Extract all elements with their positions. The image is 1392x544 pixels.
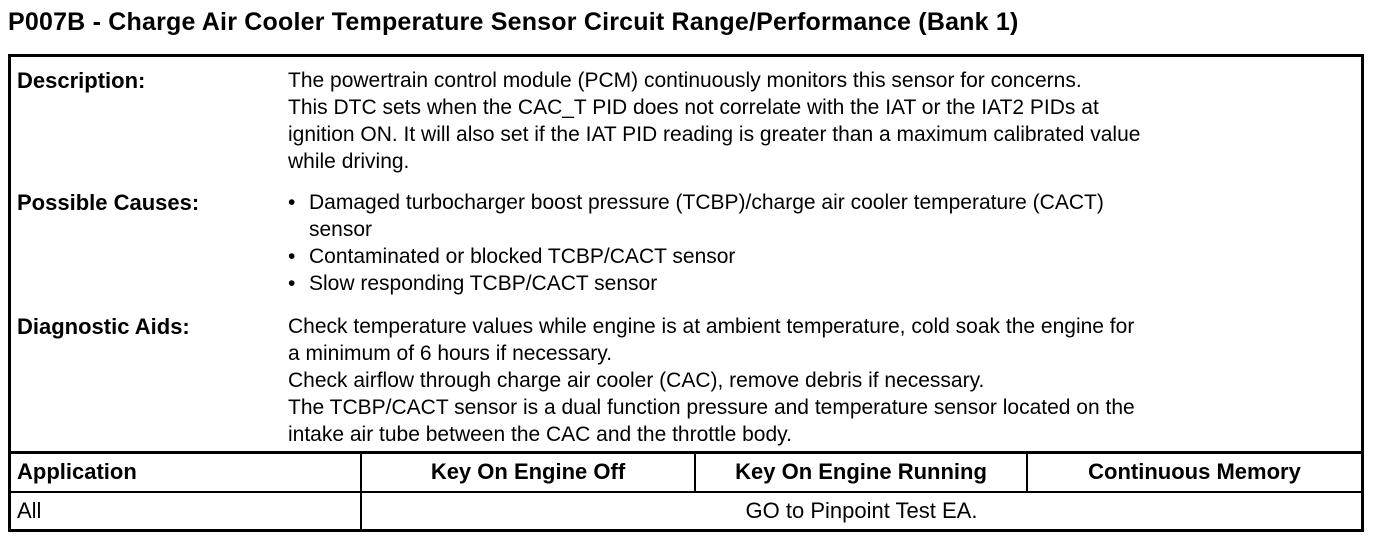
header-key-on-engine-off: Key On Engine Off	[361, 453, 695, 492]
possible-causes-label: Possible Causes:	[17, 190, 200, 215]
description-label: Description:	[17, 68, 146, 93]
cause-text: Contaminated or blocked TCBP/CACT sensor	[309, 245, 736, 268]
cause-list-item	[288, 189, 1356, 243]
table-header-row	[11, 453, 1361, 492]
cause-list-item	[288, 270, 1356, 297]
diagnostic-aids-line: Check temperature values while engine is at ambient temperature, cold soak the engine for	[288, 315, 1135, 338]
diagnostic-aids-line: The TCBP/CACT sensor is a dual function pressure and temperature sensor located on the	[288, 396, 1135, 419]
diagnostic-aids-line: a minimum of 6 hours if necessary.	[288, 342, 613, 365]
diagnostic-aids-line: Check airflow through charge air cooler (CAC), remove debris if necessary.	[288, 369, 985, 392]
description-text	[288, 67, 1356, 175]
bullet-icon: •	[288, 245, 296, 268]
description-line: ignition ON. It will also set if the IAT PID reading is greater than a maximum calibrated value	[288, 123, 1141, 146]
bullet-icon: •	[288, 272, 296, 295]
description-line: The powertrain control module (PCM) continuously monitors this sensor for concerns.	[288, 69, 1082, 92]
cause-text: Damaged turbocharger boost pressure (TCBP)/charge air cooler temperature (CACT)	[309, 191, 1104, 214]
cause-list-item	[288, 243, 1356, 270]
table-row	[11, 492, 1361, 530]
dtc-info-box	[8, 54, 1364, 532]
application-table	[11, 451, 1361, 529]
diagnostic-aids-text	[288, 313, 1356, 448]
application-cell: All	[11, 492, 361, 530]
diagnostic-aids-line: intake air tube between the CAC and the throttle body.	[288, 423, 792, 446]
header-key-on-engine-running: Key On Engine Running	[695, 453, 1027, 492]
bullet-icon: •	[288, 191, 296, 214]
pinpoint-test-cell: GO to Pinpoint Test EA.	[361, 492, 1361, 530]
diagnostic-aids-label: Diagnostic Aids:	[17, 314, 190, 339]
possible-causes-list	[288, 189, 1356, 297]
page-title: P007B - Charge Air Cooler Temperature Sensor Circuit Range/Performance (Bank 1)	[8, 8, 1019, 36]
cause-text: sensor	[309, 218, 373, 241]
description-line: This DTC sets when the CAC_T PID does not correlate with the IAT or the IAT2 PIDs at	[288, 96, 1099, 119]
cause-text: Slow responding TCBP/CACT sensor	[309, 272, 658, 295]
header-continuous-memory: Continuous Memory	[1027, 453, 1361, 492]
description-line: while driving.	[288, 150, 410, 173]
header-application: Application	[11, 453, 361, 492]
